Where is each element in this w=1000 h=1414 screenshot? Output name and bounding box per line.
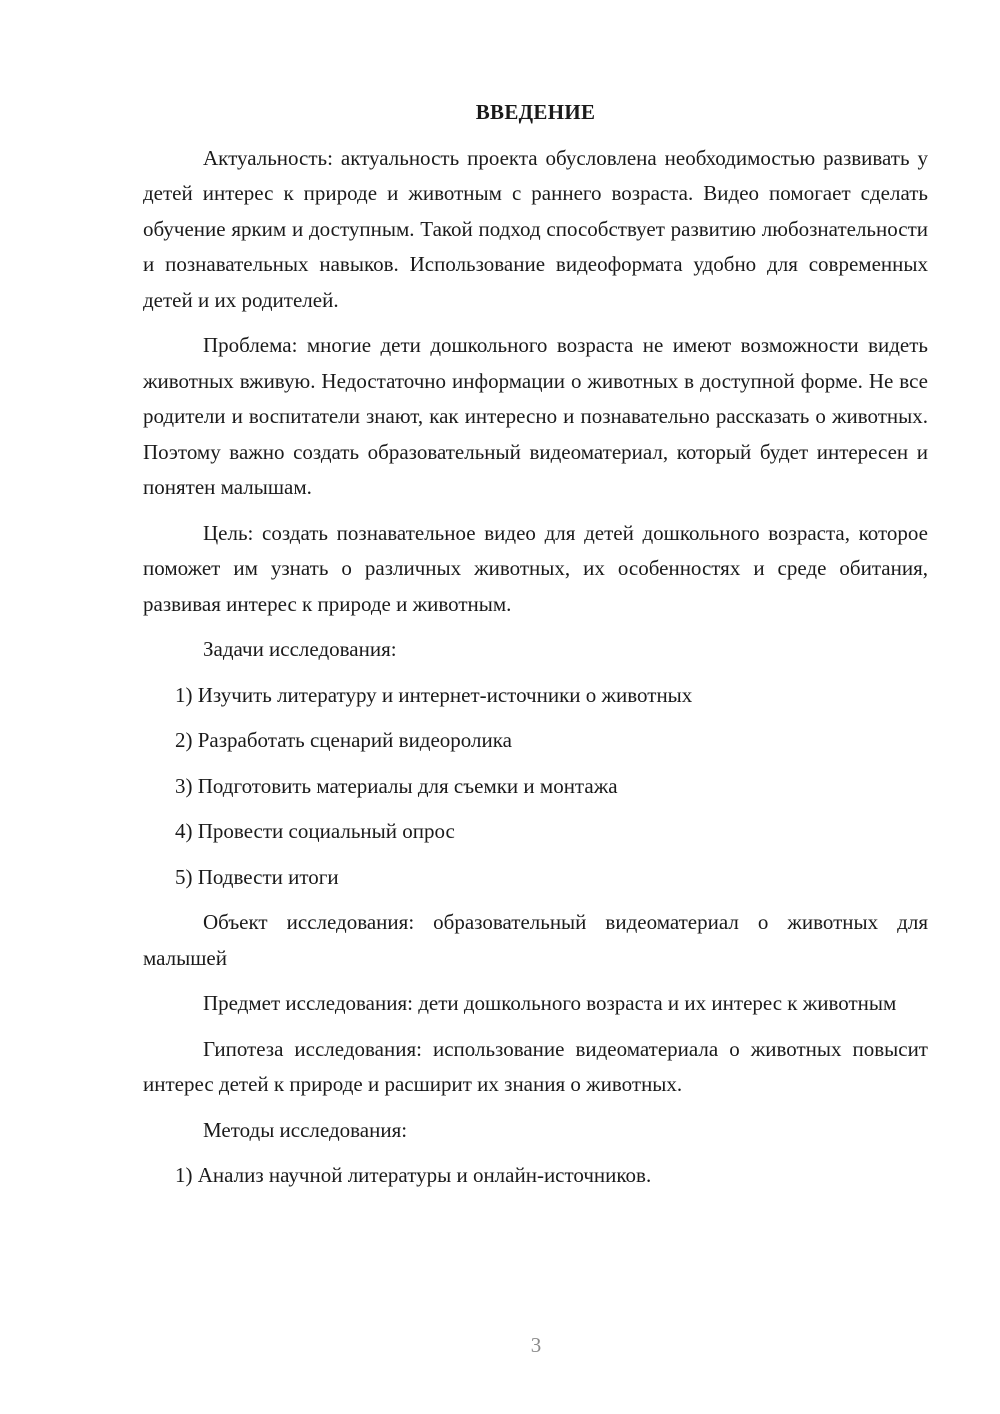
relevance-paragraph: Актуальность: актуальность проекта обусловлена необходимостью развивать у детей интерес к природе и животным с раннего возраста. Видео помогает сделать обучение ярким и доступным. Такой подход способствует развитию любознательности и познавательных навыков. Использование видеоформата удобно для современных детей и их родителей. — [143, 145, 928, 312]
list-item: 2) Разработать сценарий видеоролика — [175, 728, 512, 752]
list-item: 4) Провести социальный опрос — [175, 819, 455, 843]
hypothesis-paragraph: Гипотеза исследования: использование видеоматериала о животных повысит интерес детей к природе и расширит их знания о животных. — [143, 1036, 928, 1096]
methods-list — [143, 1158, 928, 1194]
problem-paragraph: Проблема: многие дети дошкольного возраста не имеют возможности видеть животных вживую. Недостаточно информации о животных в доступной форме. Не все родители и воспитатели знают, как интересно и познавательно рассказать о животных. Поэтому важно создать образовательный видеоматериал, который будет интересен и понятен малышам. — [143, 333, 928, 499]
object-paragraph: Объект исследования: образовательный видеоматериал о животных для малышей — [143, 910, 928, 970]
tasks-list — [143, 678, 928, 896]
subject-paragraph: Предмет исследования: дети дошкольного возраста и их интерес к животным — [203, 991, 897, 1015]
list-item: 5) Подвести итоги — [175, 864, 339, 889]
page-title: ВВЕДЕНИЕ — [475, 100, 596, 124]
page-number: 3 — [530, 1333, 542, 1357]
list-item: 1) Изучить литературу и интернет-источники о животных — [175, 682, 693, 707]
goal-paragraph: Цель: создать познавательное видео для детей дошкольного возраста, которое поможет им узнать о различных животных, их особенностях и среде обитания, развивая интерес к природе и животным. — [143, 520, 928, 616]
list-item: 3) Подготовить материалы для съемки и монтажа — [175, 773, 618, 798]
tasks-label: Задачи исследования: — [203, 637, 397, 661]
document-page — [143, 95, 928, 1204]
methods-label: Методы исследования: — [203, 1117, 408, 1142]
list-item: 1) Анализ научной литературы и онлайн-источников. — [175, 1163, 652, 1187]
